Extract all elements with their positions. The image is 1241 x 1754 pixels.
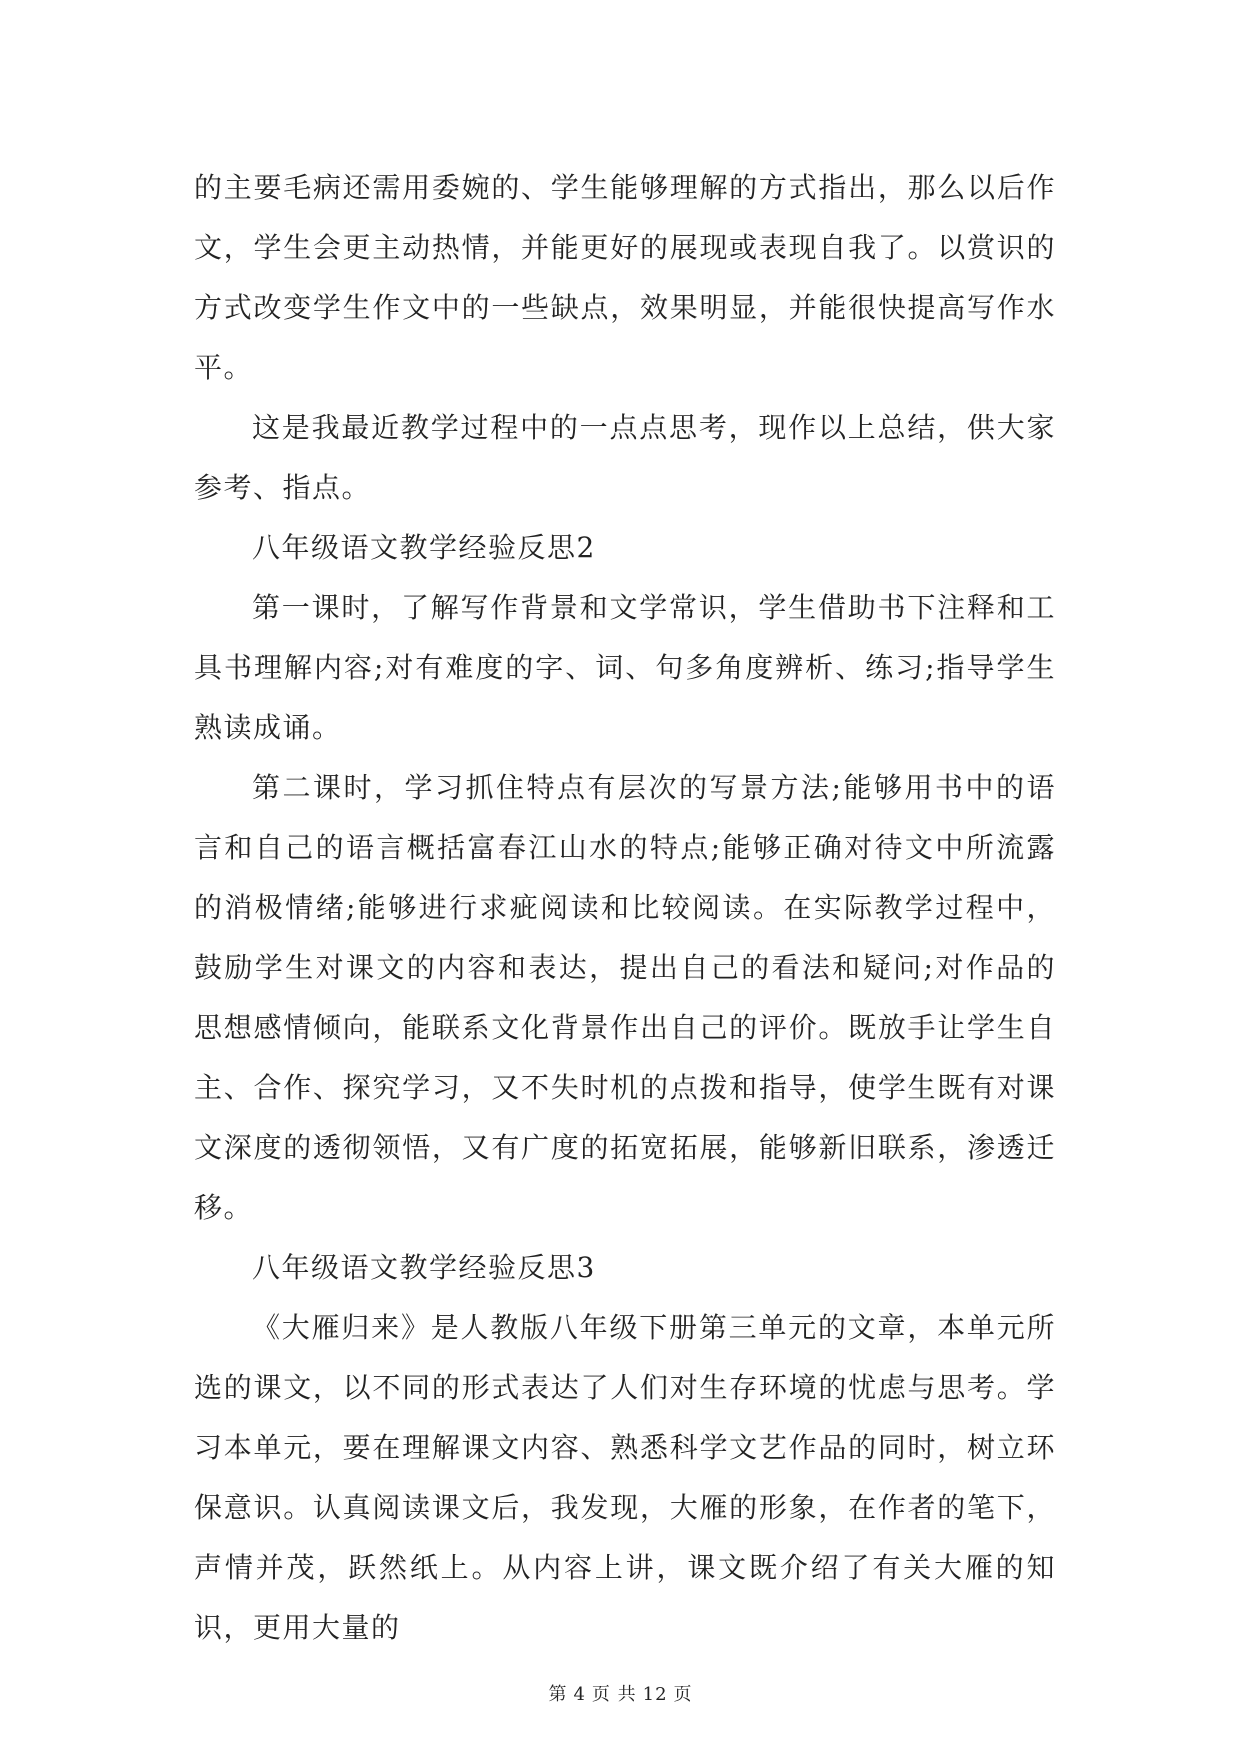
- paragraph-first-lesson: 第一课时，了解写作背景和文学常识，学生借助书下注释和工具书理解内容;对有难度的字、词、句多角度辨析、练习;指导学生熟读成诵。: [194, 591, 1056, 744]
- paragraph-wild-geese: 《大雁归来》是人教版八年级下册第三单元的文章，本单元所选的课文，以不同的形式表达了人们对生存环境的忧虑与思考。学习本单元，要在理解课文内容、熟悉科学文艺作品的同时，树立环保意识。认真阅读课文后，我发现，大雁的形象，在作者的笔下，声情并茂，跃然纸上。从内容上讲，课文既介绍了有关大雁的知识，更用大量的: [194, 1311, 1056, 1644]
- section-heading-2: 八年级语文教学经验反思2: [252, 531, 596, 564]
- paragraph-second-lesson: 第二课时，学习抓住特点有层次的写景方法;能够用书中的语言和自己的语言概括富春江山水的特点;能够正确对待文中所流露的消极情绪;能够进行求疵阅读和比较阅读。在实际教学过程中，鼓励学生对课文的内容和表达，提出自己的看法和疑问;对作品的思想感情倾向，能联系文化背景作出自己的评价。既放手让学生自主、合作、探究学习，又不失时机的点拨和指导，使学生既有对课文深度的透彻领悟，又有广度的拓宽拓展，能够新旧联系，渗透迁移。: [194, 771, 1056, 1224]
- paragraph-closing-remark: 这是我最近教学过程中的一点点思考，现作以上总结，供大家参考、指点。: [194, 411, 1056, 504]
- document-body: [194, 158, 1056, 1658]
- footer-middle: 页 共: [591, 1684, 637, 1705]
- footer-suffix: 页: [673, 1684, 693, 1705]
- section-heading-3: 八年级语文教学经验反思3: [252, 1251, 596, 1284]
- paragraph-continuation: 的主要毛病还需用委婉的、学生能够理解的方式指出，那么以后作文，学生会更主动热情，并能更好的展现或表现自我了。以赏识的方式改变学生作文中的一些缺点，效果明显，并能很快提高写作水平。: [194, 171, 1056, 384]
- footer-total-pages: 12: [642, 1684, 668, 1705]
- footer-prefix: 第: [548, 1684, 568, 1705]
- footer-current-page: 4: [573, 1684, 586, 1705]
- page-footer: [0, 1683, 1241, 1707]
